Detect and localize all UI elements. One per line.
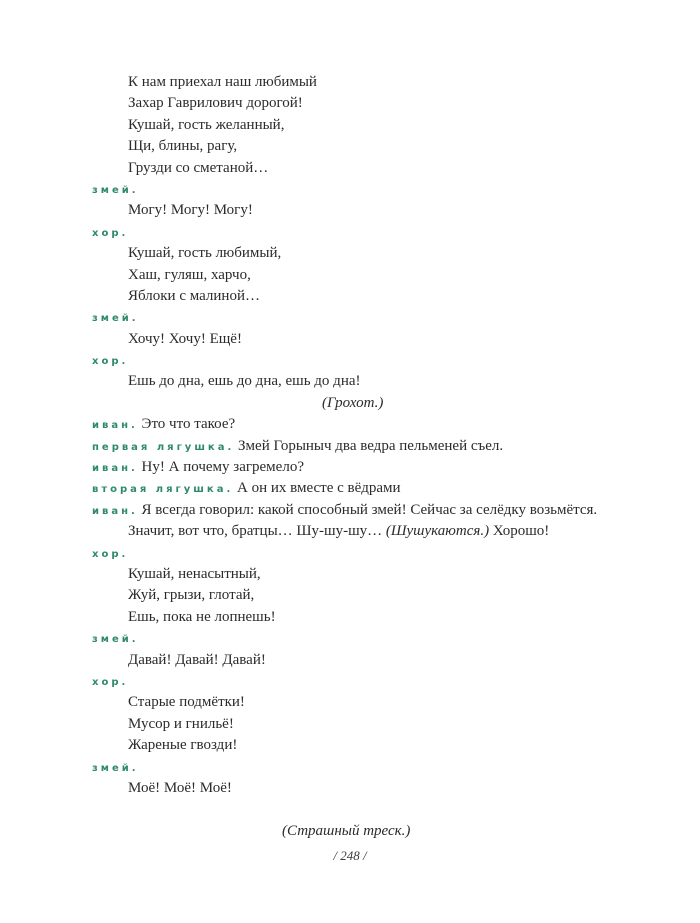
verse-line: Могу! Могу! Могу! [128, 202, 253, 219]
verse-line: Жуй, грызи, глотай, [128, 587, 255, 604]
speaker-name: иван. [92, 420, 138, 432]
play-text [92, 72, 652, 842]
speech-text: Хорошо! [489, 523, 550, 540]
speaker-heading [92, 307, 652, 328]
speaker-name: змей. [92, 762, 139, 774]
speaker-name: вторая лягушка. [92, 484, 234, 496]
verse-line: Щи, блины, рагу, [128, 138, 238, 155]
verse-line: Старые подмётки! [128, 694, 245, 711]
speaker-name: змей. [92, 184, 139, 196]
speech-text: Я всегда говорил: какой способный змей! Сейчас за селёдку возьмётся. [141, 501, 598, 518]
speaker-heading [92, 543, 652, 564]
verse-line: Яблоки с малиной… [128, 287, 260, 304]
verse-line: Хочу! Хочу! Ещё! [128, 330, 242, 347]
speech-text: Ну! А почему загремело? [141, 459, 304, 476]
dialogue-line [92, 500, 652, 521]
page-number: / 248 / [333, 848, 367, 863]
verse-line: Кушай, гость любимый, [128, 245, 282, 262]
verse-line: Ешь, пока не лопнешь! [128, 608, 276, 625]
stage-direction: (Страшный треск.) [282, 822, 411, 839]
verse-line: Жареные гвозди! [128, 737, 238, 754]
speaker-heading [92, 350, 652, 371]
dialogue-line [92, 414, 652, 435]
spacer [92, 799, 652, 820]
speaker-name: первая лягушка. [92, 441, 235, 453]
speaker-heading [92, 222, 652, 243]
dialogue-line [92, 457, 652, 478]
speaker-heading [92, 628, 652, 649]
speaker-heading [92, 179, 652, 200]
verse-line: Захар Гаврилович дорогой! [128, 95, 303, 112]
speaker-name: змей. [92, 313, 139, 325]
dialogue-line [92, 478, 652, 499]
speaker-heading [92, 671, 652, 692]
verse-line: Моё! Моё! Моё! [128, 779, 232, 796]
verse-line: Ешь до дна, ешь до дна, ешь до дна! [128, 373, 361, 390]
dialogue-continuation [92, 521, 652, 542]
inline-stage-direction: (Шушукаются.) [385, 523, 490, 540]
verse-line: Хаш, гуляш, харчо, [128, 266, 251, 283]
speaker-heading [92, 757, 652, 778]
speech-text: Змей Горыныч два ведра пельменей съел. [238, 437, 504, 454]
verse-line: Кушай, гость желанный, [128, 116, 285, 133]
speech-text: Это что такое? [141, 416, 236, 433]
speaker-name: иван. [92, 505, 138, 517]
verse-line: Кушай, ненасытный, [128, 565, 261, 582]
speaker-name: змей. [92, 634, 139, 646]
speaker-name: хор. [92, 356, 129, 368]
speaker-name: хор. [92, 227, 129, 239]
speaker-name: иван. [92, 463, 138, 475]
speaker-name: хор. [92, 676, 129, 688]
verse-line: Давай! Давай! Давай! [128, 651, 266, 668]
verse-line: К нам приехал наш любимый [128, 74, 317, 90]
speech-text: Значит, вот что, братцы… Шу-шу-шу… [128, 523, 386, 540]
speech-text: А он их вместе с вёдрами [237, 480, 401, 497]
stage-direction: (Грохот.) [322, 394, 384, 411]
verse-line: Грузди со сметаной… [128, 159, 269, 176]
verse-line: Мусор и гнильё! [128, 715, 234, 732]
dialogue-line [92, 436, 652, 457]
speaker-name: хор. [92, 548, 129, 560]
